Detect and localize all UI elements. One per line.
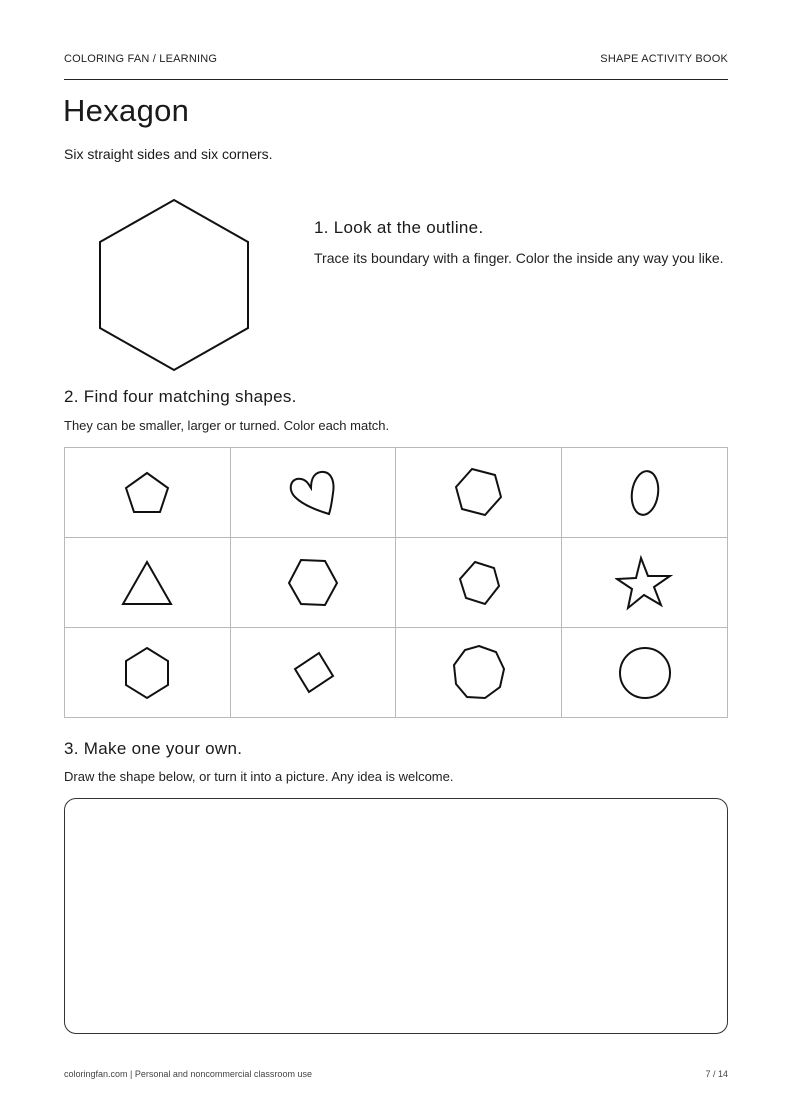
step3-description: Draw the shape below, or turn it into a picture. Any idea is welcome. [64,769,454,784]
drawing-area[interactable] [64,798,728,1034]
square-icon [285,645,341,701]
hexagon-icon [454,558,504,608]
page-number: 7 / 14 [705,1069,728,1079]
page-title: Hexagon [63,93,190,128]
header-divider [64,79,728,80]
star-icon [615,553,675,613]
grid-cell-hexagon[interactable] [396,448,562,538]
hexagon-icon [121,645,173,701]
oval-icon [625,465,665,521]
grid-cell-square[interactable] [230,628,396,718]
page-subtitle: Six straight sides and six corners. [64,146,273,162]
grid-cell-pentagon[interactable] [65,448,231,538]
grid-cell-octagon[interactable] [396,628,562,718]
grid-row [65,538,728,628]
step3-title: 3. Make one your own. [64,739,243,758]
hexagon-outline-icon [98,198,250,372]
grid-cell-circle[interactable] [562,628,728,718]
step2-description: They can be smaller, larger or turned. Color each match. [64,418,390,433]
grid-cell-hexagon[interactable] [396,538,562,628]
grid-cell-hexagon[interactable] [230,538,396,628]
hexagon-icon [285,557,341,609]
shape-matching-grid [64,447,728,718]
grid-row [65,448,728,538]
grid-cell-heart[interactable] [230,448,396,538]
triangle-icon [119,558,175,608]
circle-icon [617,645,673,701]
grid-cell-star[interactable] [562,538,728,628]
hexagon-icon [451,465,507,521]
grid-row [65,628,728,718]
pentagon-icon [122,468,172,518]
grid-cell-oval[interactable] [562,448,728,538]
grid-cell-triangle[interactable] [65,538,231,628]
step2-title: 2. Find four matching shapes. [64,387,297,406]
step1-title: 1. Look at the outline. [314,218,484,237]
footer-license: coloringfan.com | Personal and noncommercial classroom use [64,1069,312,1079]
heart-icon [285,465,341,521]
header-brand: COLORING FAN / LEARNING [64,53,218,65]
step1-description: Trace its boundary with a finger. Color the inside any way you like. [314,250,724,266]
header-book-title: SHAPE ACTIVITY BOOK [600,53,728,65]
grid-cell-hexagon[interactable] [65,628,231,718]
octagon-icon [449,643,509,703]
